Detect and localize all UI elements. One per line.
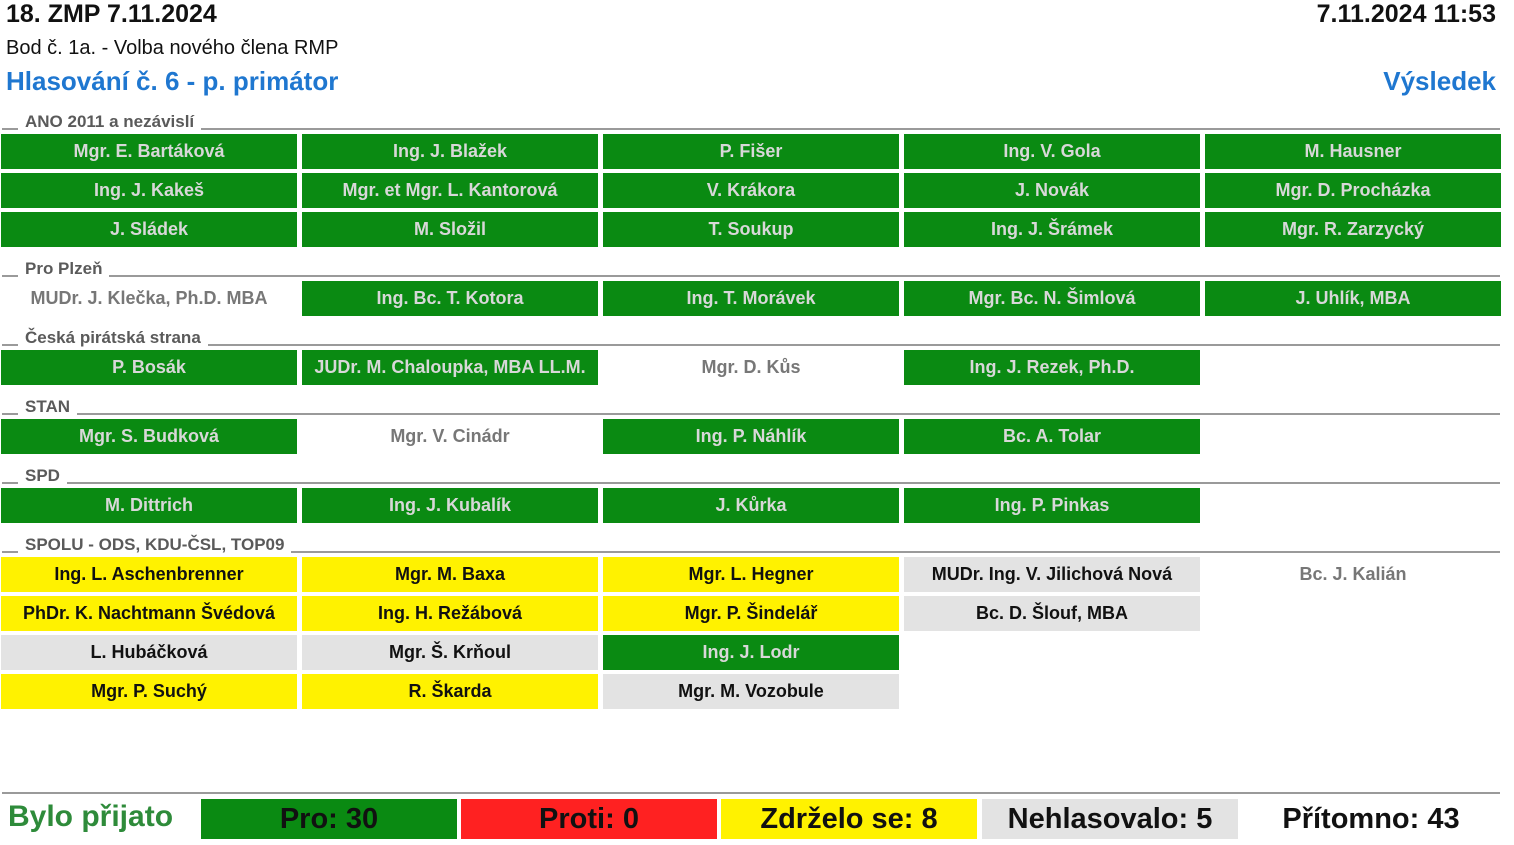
member-vote-cell: PhDr. K. Nachtmann Švédová <box>1 596 297 631</box>
member-vote-cell: P. Bosák <box>1 350 297 385</box>
session-title: 18. ZMP 7.11.2024 <box>6 0 217 28</box>
member-grid <box>0 557 1514 709</box>
member-vote-cell: T. Soukup <box>603 212 899 247</box>
summary-pro: Pro: 30 <box>201 799 457 839</box>
party-divider <box>2 344 1500 346</box>
member-vote-cell: Mgr. E. Bartáková <box>1 134 297 169</box>
summary-nehlasovalo: Nehlasovalo: 5 <box>982 799 1238 839</box>
member-grid <box>0 488 1514 523</box>
party-header <box>0 464 1514 488</box>
party-name: ANO 2011 a nezávislí <box>18 112 201 132</box>
title-row <box>6 0 1496 30</box>
agenda-item: Bod č. 1a. - Volba nového člena RMP <box>6 37 339 59</box>
member-vote-cell: J. Novák <box>904 173 1200 208</box>
member-vote-cell: MUDr. J. Klečka, Ph.D. MBA <box>30 288 268 308</box>
member-vote-cell: Ing. J. Rezek, Ph.D. <box>904 350 1200 385</box>
footer-divider <box>2 792 1500 794</box>
party-section <box>0 110 1514 257</box>
empty-slot <box>1205 596 1501 631</box>
outcome-label: Bylo přijato <box>8 800 174 833</box>
member-vote-cell: Ing. J. Blažek <box>302 134 598 169</box>
member-vote-cell: Ing. J. Lodr <box>603 635 899 670</box>
vote-summary <box>0 790 1514 845</box>
member-vote-cell: Mgr. Bc. N. Šimlová <box>904 281 1200 316</box>
member-vote-cell: Ing. Bc. T. Kotora <box>302 281 598 316</box>
member-vote-cell: J. Sládek <box>1 212 297 247</box>
empty-slot <box>904 635 1200 670</box>
party-section <box>0 464 1514 533</box>
party-header <box>0 257 1514 281</box>
party-section <box>0 533 1514 719</box>
member-vote-cell: Mgr. M. Vozobule <box>603 674 899 709</box>
party-name: STAN <box>18 397 77 417</box>
member-vote-cell: JUDr. M. Chaloupka, MBA LL.M. <box>302 350 598 385</box>
member-grid <box>0 281 1514 316</box>
member-vote-cell: J. Uhlík, MBA <box>1205 281 1501 316</box>
member-vote-cell: Ing. J. Kakeš <box>1 173 297 208</box>
summary-proti: Proti: 0 <box>461 799 717 839</box>
party-name: Česká pirátská strana <box>18 328 208 348</box>
member-vote-cell: M. Složil <box>302 212 598 247</box>
member-vote-cell: Mgr. D. Procházka <box>1205 173 1501 208</box>
member-vote-cell: Ing. V. Gola <box>904 134 1200 169</box>
member-vote-cell: Mgr. et Mgr. L. Kantorová <box>302 173 598 208</box>
vote-title: Hlasování č. 6 - p. primátor <box>6 66 339 96</box>
member-vote-cell: Mgr. S. Budková <box>1 419 297 454</box>
party-divider <box>2 413 1500 415</box>
vote-row <box>6 66 1496 98</box>
member-vote-cell: J. Kůrka <box>603 488 899 523</box>
member-vote-cell: Mgr. M. Baxa <box>302 557 598 592</box>
party-sections <box>0 110 1514 719</box>
member-vote-cell: Mgr. L. Hegner <box>603 557 899 592</box>
member-vote-cell: Ing. J. Šrámek <box>904 212 1200 247</box>
member-vote-cell: M. Hausner <box>1205 134 1501 169</box>
party-header <box>0 395 1514 419</box>
member-vote-cell: Mgr. D. Kůs <box>701 357 801 377</box>
empty-slot <box>1205 635 1501 670</box>
member-vote-cell: Mgr. V. Cinádr <box>390 426 510 446</box>
member-vote-cell: M. Dittrich <box>1 488 297 523</box>
member-vote-cell: L. Hubáčková <box>1 635 297 670</box>
party-name: SPD <box>18 466 67 486</box>
member-vote-cell: Mgr. P. Šindelář <box>603 596 899 631</box>
party-divider <box>2 128 1500 130</box>
member-vote-cell: P. Fišer <box>603 134 899 169</box>
result-heading: Výsledek <box>1383 66 1496 96</box>
party-section <box>0 395 1514 464</box>
party-header <box>0 110 1514 134</box>
member-vote-cell: Bc. A. Tolar <box>904 419 1200 454</box>
member-grid <box>0 134 1514 247</box>
member-vote-cell: R. Škarda <box>302 674 598 709</box>
party-name: Pro Plzeň <box>18 259 109 279</box>
member-vote-cell: Mgr. P. Suchý <box>1 674 297 709</box>
member-vote-cell: Bc. J. Kalián <box>1299 564 1407 584</box>
member-vote-cell: V. Krákora <box>603 173 899 208</box>
member-vote-cell: Ing. P. Pinkas <box>904 488 1200 523</box>
member-vote-cell: Ing. T. Morávek <box>603 281 899 316</box>
party-name: SPOLU - ODS, KDU-ČSL, TOP09 <box>18 535 291 555</box>
party-header <box>0 326 1514 350</box>
member-grid <box>0 350 1514 385</box>
member-vote-cell: MUDr. Ing. V. Jilichová Nová <box>904 557 1200 592</box>
party-divider <box>2 482 1500 484</box>
party-header <box>0 533 1514 557</box>
summary-zdrzelo: Zdrželo se: 8 <box>721 799 977 839</box>
member-vote-cell: Mgr. Š. Krňoul <box>302 635 598 670</box>
member-vote-cell: Bc. D. Šlouf, MBA <box>904 596 1200 631</box>
member-vote-cell: Ing. L. Aschenbrenner <box>1 557 297 592</box>
member-grid <box>0 419 1514 454</box>
party-divider <box>2 275 1500 277</box>
timestamp: 7.11.2024 11:53 <box>1316 0 1496 28</box>
member-vote-cell: Ing. J. Kubalík <box>302 488 598 523</box>
member-vote-cell: Ing. H. Režábová <box>302 596 598 631</box>
summary-pritomno: Přítomno: 43 <box>1282 802 1460 835</box>
member-vote-cell: Mgr. R. Zarzycký <box>1205 212 1501 247</box>
party-section <box>0 257 1514 326</box>
member-vote-cell: Ing. P. Náhlík <box>603 419 899 454</box>
party-section <box>0 326 1514 395</box>
